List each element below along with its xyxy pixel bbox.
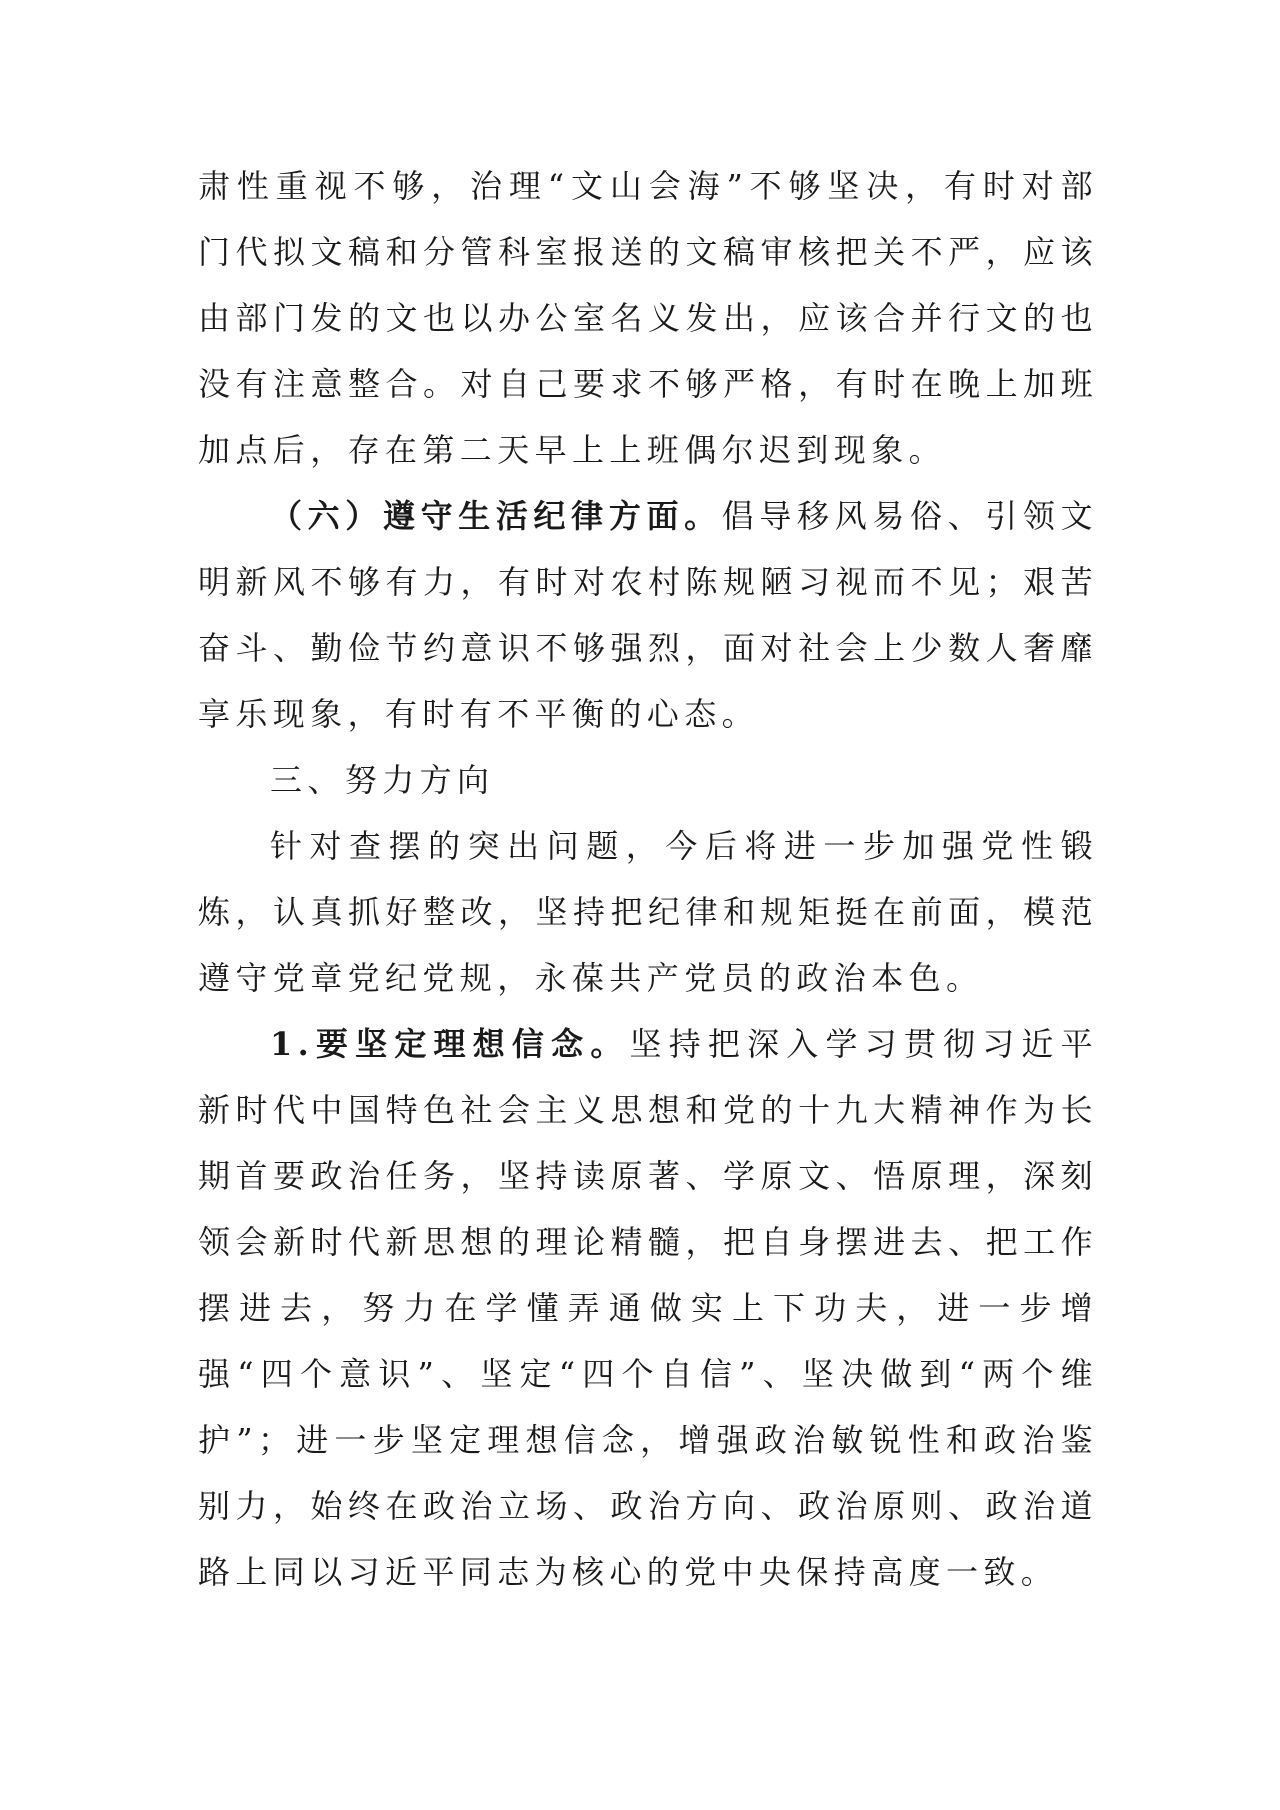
paragraph-heading: （六）遵守生活纪律方面。	[270, 497, 722, 535]
paragraph-intro	[198, 813, 1098, 1011]
paragraph-ideals	[198, 1011, 1098, 1605]
paragraph-text: 肃性重视不够，治理“文山会海”不够坚决，有时对部门代拟文稿和分管科室报送的文稿审核把关不严，应该由部门发的文也以办公室名义发出，应该合并行文的也没有注意整合。对自己要求不够严格，有时在晚上加班加点后，存在第二天早上上班偶尔迟到现象。	[198, 167, 1098, 469]
paragraph-text: 坚持把深入学习贯彻习近平新时代中国特色社会主义思想和党的十九大精神作为长期首要政治任务，坚持读原著、学原文、悟原理，深刻领会新时代新思想的理论精髓，把自身摆进去、把工作摆进去，努力在学懂弄通做实上下功夫，进一步增强“四个意识”、坚定“四个自信”、坚决做到“两个维护”；进一步坚定理想信念，增强政治敏锐性和政治鉴别力，始终在政治立场、政治方向、政治原则、政治道路上同以习近平同志为核心的党中央保持高度一致。	[198, 1025, 1098, 1591]
paragraph-text: 倡导移风易俗、引领文明新风不够有力，有时对农村陈规陋习视而不见；艰苦奋斗、勤俭节约意识不够强烈，面对社会上少数人奢靡享乐现象，有时有不平衡的心态。	[198, 497, 1098, 733]
section-heading	[198, 747, 1098, 813]
paragraph-continuation	[198, 153, 1098, 483]
paragraph-text: 针对查摆的突出问题，今后将进一步加强党性锻炼，认真抓好整改，坚持把纪律和规矩挺在前面，模范遵守党章党纪党规，永葆共产党员的政治本色。	[198, 827, 1098, 997]
section-heading-text: 三、努力方向	[270, 761, 495, 799]
document-page	[198, 153, 1098, 1605]
paragraph-heading: 1.要坚定理想信念。	[270, 1025, 630, 1063]
paragraph-life-discipline	[198, 483, 1098, 747]
